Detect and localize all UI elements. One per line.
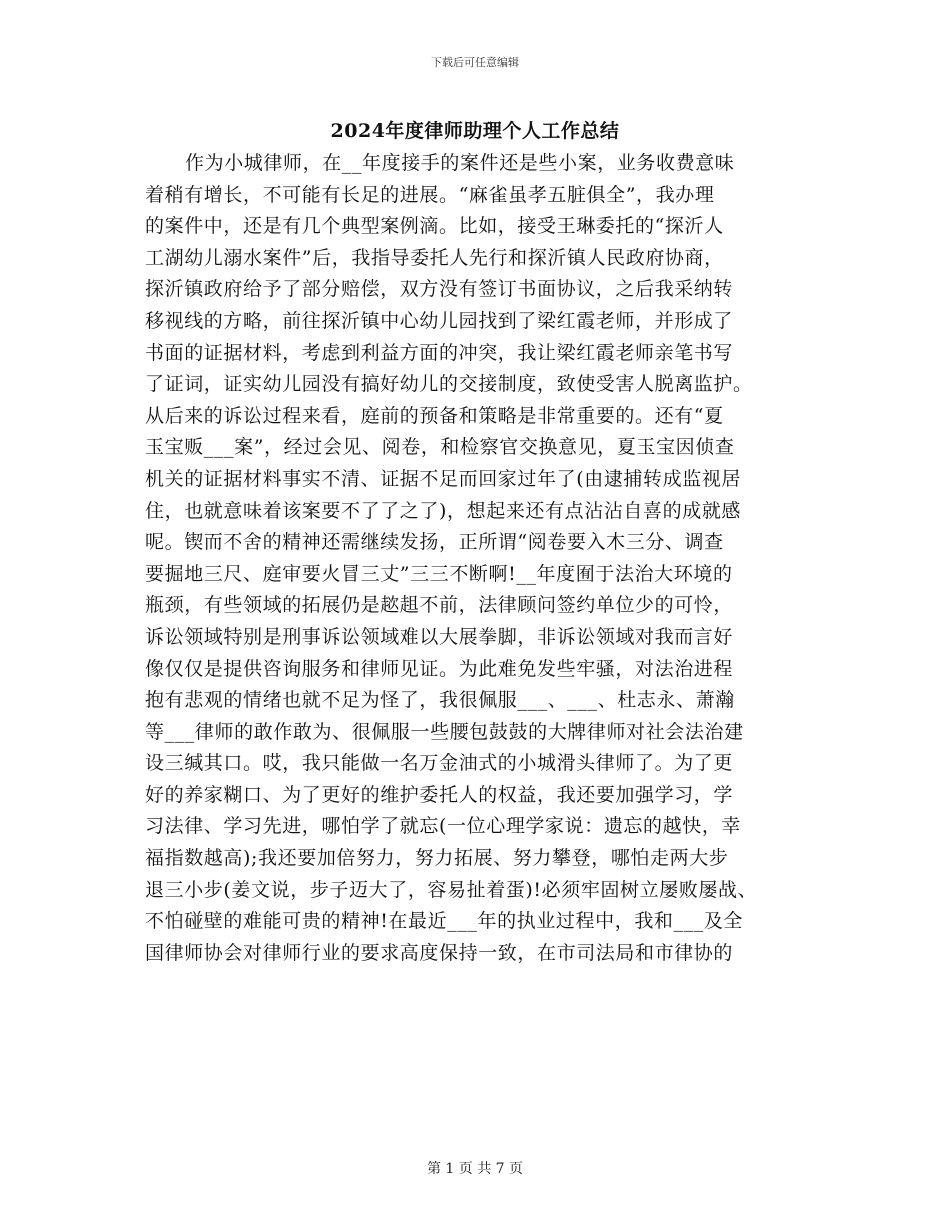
body-line: 书面的证据材料，考虑到利益方面的冲突，我让梁红霞老师亲笔书写 — [145, 341, 734, 364]
body-line: 工湖幼儿溺水案件”后，我指导委托人先行和探沂镇人民政府协商， — [145, 246, 724, 269]
body-line: 诉讼领域特别是刑事诉讼领域难以大展拳脚，非诉讼领域对我而言好 — [145, 625, 734, 648]
body-line: 退三小步(姜文说，步子迈大了，容易扯着蛋)!必须牢固树立屡败屡战、 — [145, 878, 758, 901]
body-line: 着稍有增长，不可能有长足的进展。“麻雀虽孝五脏俱全”，我办理 — [145, 183, 715, 206]
page-header-note: 下载后可任意编辑 — [431, 56, 519, 69]
body-line: 玉宝贩___案”，经过会见、阅卷，和检察官交换意见，夏玉宝因侦查 — [145, 436, 735, 459]
body-line: 机关的证据材料事实不清、证据不足而回家过年了(由逮捕转成监视居 — [145, 467, 742, 490]
body-line: 探沂镇政府给予了部分赔偿，双方没有签订书面协议，之后我采纳转 — [145, 278, 734, 301]
body-line: 等___律师的敢作敢为、很佩服一些腰包鼓鼓的大牌律师对社会法治建 — [145, 720, 744, 743]
body-line: 习法律、学习先进，哪怕学了就忘(一位心理学家说：遗忘的越快，幸 — [145, 815, 742, 838]
body-line: 好的养家糊口、为了更好的维护委托人的权益，我还要加强学习，学 — [145, 783, 734, 806]
body-line: 从后来的诉讼过程来看，庭前的预备和策略是非常重要的。还有“夏 — [145, 404, 724, 427]
body-line: 要掘地三尺、庭审要火冒三丈”三三不断啊!__年度囿于法治大环境的 — [145, 562, 733, 585]
body-line: 国律师协会对律师行业的要求高度保持一致，在市司法局和市律协的 — [145, 941, 734, 964]
body-line: 的案件中，还是有几个典型案例滴。比如，接受王琳委托的“探沂人 — [145, 215, 724, 238]
body-line: 住，也就意味着该案要不了了之了)，想起来还有点沾沾自喜的成就感 — [145, 499, 742, 522]
body-line: 作为小城律师，在__年度接手的案件还是些小案，业务收费意味 — [185, 152, 735, 174]
body-line: 瓶颈，有些领域的拓展仍是趑趄不前，法律顾问签约单位少的可怜， — [145, 594, 734, 617]
body-line: 像仅仅是提供咨询服务和律师见证。为此难免发些牢骚，对法治进程 — [145, 657, 734, 680]
body-line: 福指数越高);我还要加倍努力，努力拓展、努力攀登，哪怕走两大步 — [145, 847, 729, 870]
document-body — [145, 148, 825, 969]
body-line: 抱有悲观的情绪也就不足为怪了，我很佩服___、___、杜志永、萧瀚 — [145, 689, 735, 712]
body-line: 了证词，证实幼儿园没有搞好幼儿的交接制度，致使受害人脱离监护。 — [145, 373, 753, 396]
body-line: 设三缄其口。哎，我只能做一名万金油式的小城滑头律师了。为了更 — [145, 752, 734, 775]
document-title: 2024年度律师助理个人工作总结 — [330, 120, 620, 142]
body-line: 移视线的方略，前往探沂镇中心幼儿园找到了梁红霞老师，并形成了 — [145, 309, 734, 332]
body-line: 呢。锲而不舍的精神还需继续发扬，正所谓“阅卷要入木三分、调查 — [145, 531, 724, 554]
body-line: 不怕碰壁的难能可贵的精神!在最近___年的执业过程中，我和___及全 — [145, 910, 744, 933]
page-number-footer: 第 1 页 共 7 页 — [426, 1161, 524, 1177]
